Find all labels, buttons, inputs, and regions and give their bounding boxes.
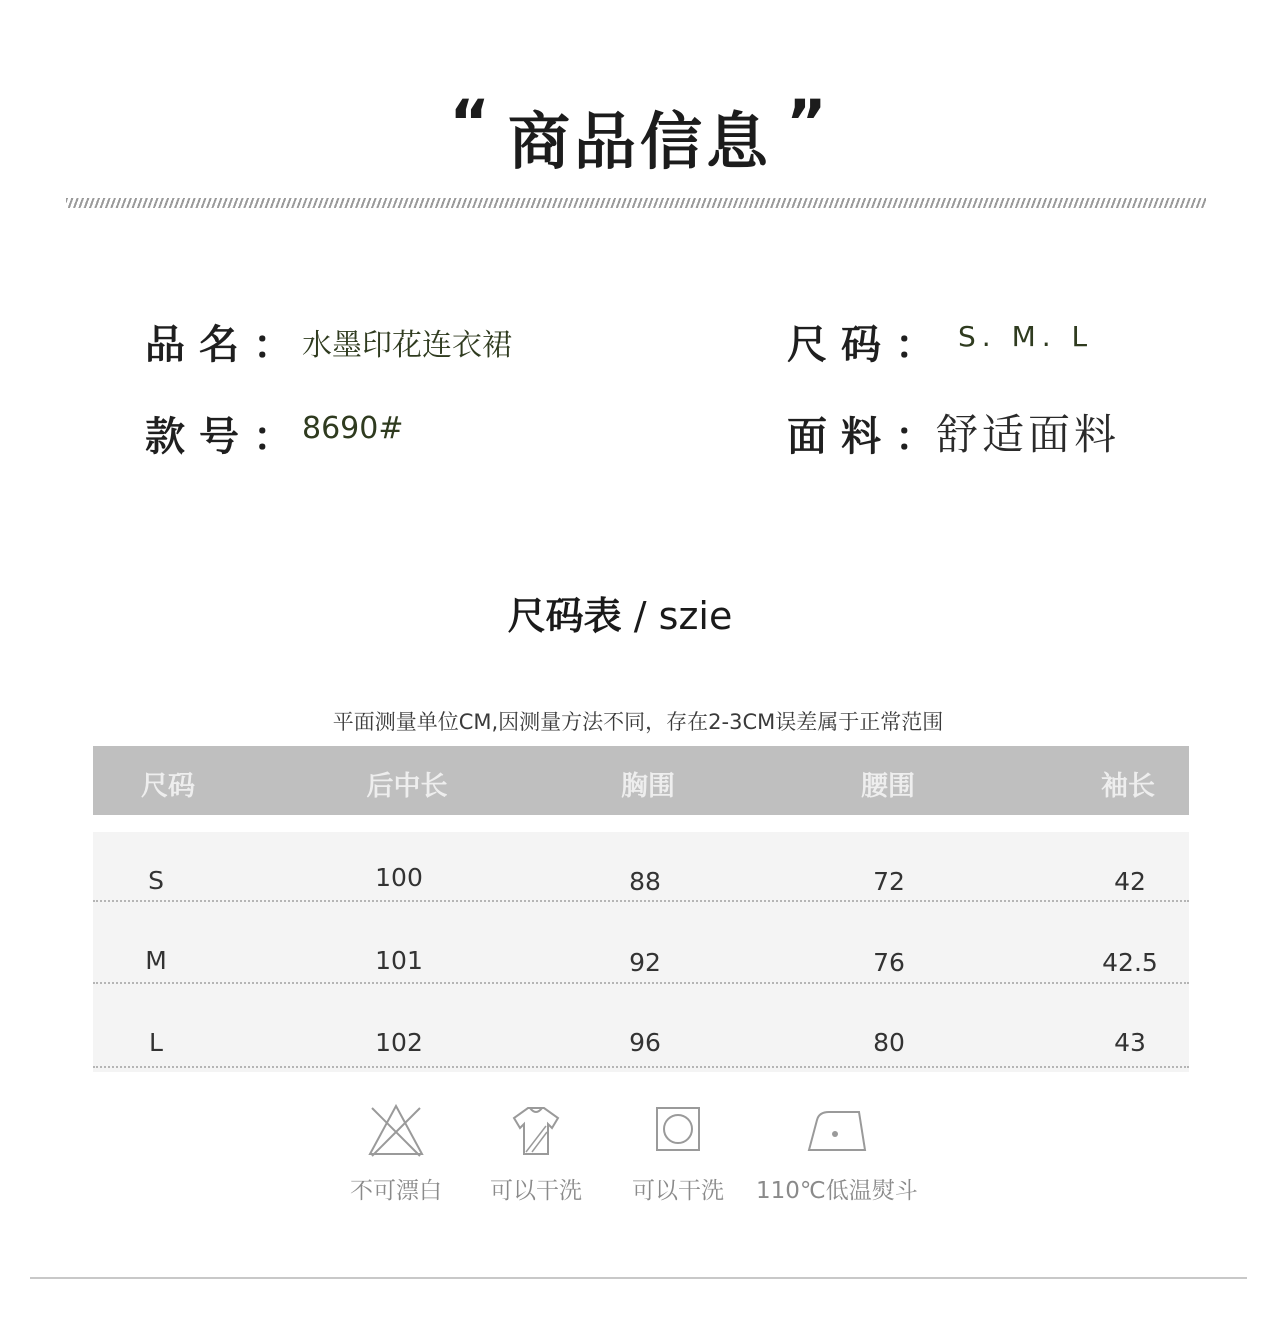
header-sleeve: 袖长: [1101, 771, 1155, 802]
table-cell: M: [145, 946, 167, 975]
table-cell: 72: [873, 867, 905, 896]
size-table-header: [93, 746, 1189, 815]
table-cell: 43: [1114, 1028, 1146, 1057]
close-quote: ”: [786, 86, 831, 159]
open-quote: “: [449, 86, 494, 159]
fabric-label: 面料：: [787, 414, 949, 460]
row-divider: [93, 900, 1189, 902]
size-chart-title-sep: /: [621, 594, 659, 638]
measurement-note: 平面测量单位CM,因测量方法不同，存在2-3CM误差属于正常范围: [332, 710, 944, 734]
care-label: 110℃低温熨斗: [756, 1178, 918, 1204]
page-title: [0, 86, 1280, 181]
size-value: S. M. L: [958, 320, 1094, 353]
bottom-divider: [30, 1277, 1247, 1279]
care-label: 可以干洗: [490, 1178, 582, 1204]
tumble-dry-icon: [648, 1102, 708, 1158]
table-cell: 88: [629, 867, 661, 896]
size-chart-title: [0, 585, 1240, 640]
row-divider: [93, 1066, 1189, 1068]
name-value: 水墨印花连衣裙: [302, 328, 512, 363]
dashed-divider: [66, 198, 1206, 208]
table-cell: 100: [375, 863, 423, 892]
page-title-text: 商品信息: [507, 105, 772, 178]
table-cell: S: [148, 866, 164, 895]
style-number-label: 款号：: [145, 414, 307, 460]
fabric-value: 舒适面料: [936, 410, 1121, 459]
care-item-no-bleach: [338, 1102, 454, 1205]
row-divider: [93, 982, 1189, 984]
table-cell: 101: [375, 946, 423, 975]
table-cell: 102: [375, 1028, 423, 1057]
iron-icon: [801, 1102, 871, 1158]
care-item-tumble-dry: [620, 1102, 736, 1205]
table-cell: 42.5: [1102, 948, 1158, 977]
size-label: 尺码：: [787, 322, 949, 368]
header-waist: 腰围: [861, 771, 915, 802]
care-item-dry-clean: [478, 1102, 594, 1205]
size-chart-title-en: szie: [658, 594, 733, 638]
table-cell: 80: [873, 1028, 905, 1057]
header-back-length: 后中长: [366, 771, 448, 802]
size-chart-title-cn: 尺码表: [507, 594, 622, 638]
care-item-iron: [756, 1102, 916, 1205]
table-cell: 42: [1114, 867, 1146, 896]
table-cell: L: [149, 1028, 163, 1057]
care-label: 可以干洗: [632, 1178, 724, 1204]
name-label: 品名：: [145, 322, 307, 368]
table-cell: 96: [629, 1028, 661, 1057]
style-number-value: 8690#: [302, 411, 404, 446]
table-cell: 76: [873, 948, 905, 977]
header-bust: 胸围: [621, 771, 675, 802]
table-cell: 92: [629, 948, 661, 977]
care-label: 不可漂白: [350, 1178, 442, 1204]
header-size: 尺码: [141, 771, 195, 802]
no-bleach-icon: [366, 1102, 426, 1158]
shirt-icon: [506, 1102, 566, 1158]
